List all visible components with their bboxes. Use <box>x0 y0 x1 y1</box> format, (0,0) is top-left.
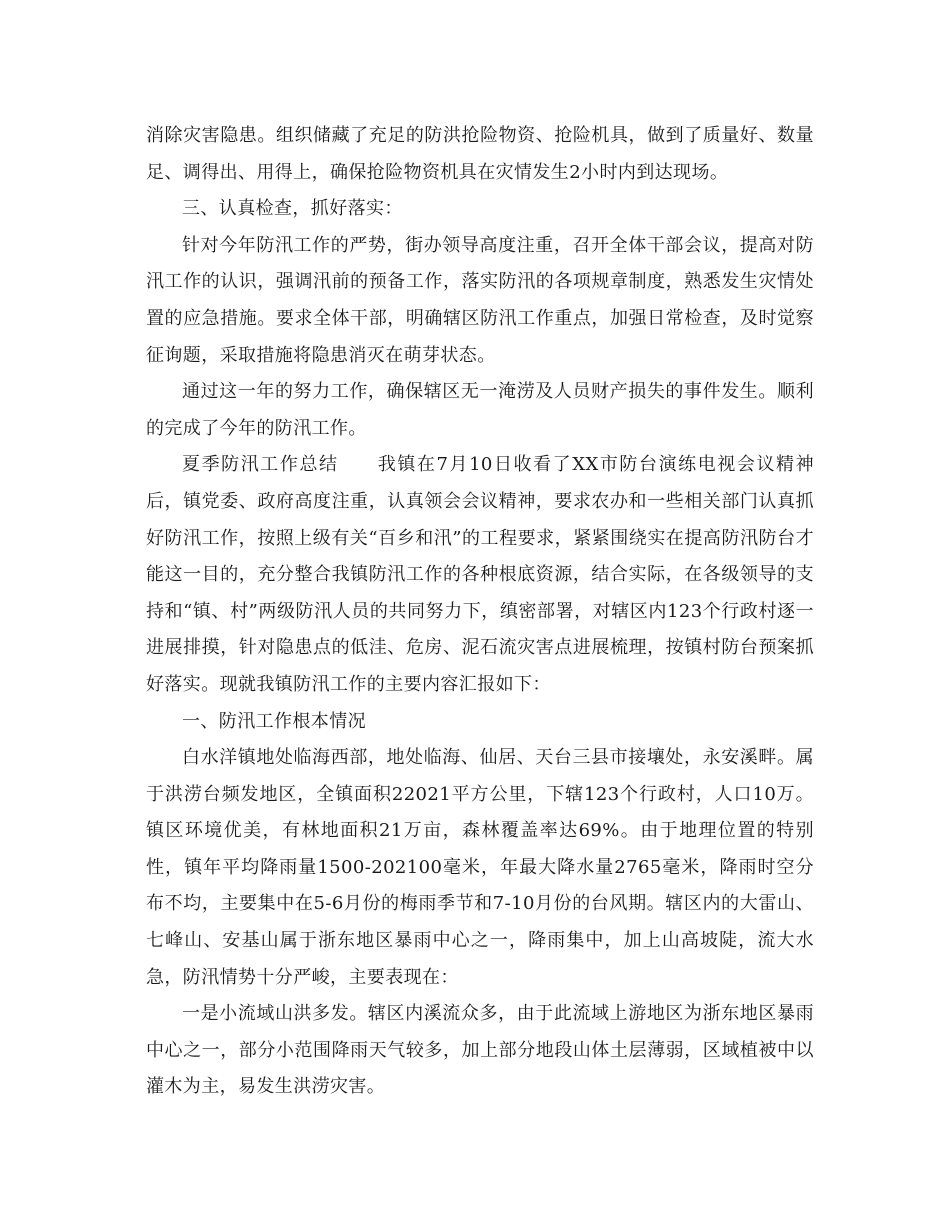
paragraph-4: 通过这一年的努力工作，确保辖区无一淹涝及人员财产损失的事件发生。顺利的完成了今年的防汛工作。 <box>146 381 814 439</box>
paragraph-3: 针对今年防汛工作的严势，街办领导高度注重，召开全体干部会议，提高对防汛工作的认识，强调汛前的预备工作，落实防汛的各项规章制度，熟悉发生灾情处置的应急措施。要求全体干部，明确辖区防汛工作重点，加强日常检查，及时觉察征询题，采取措施将隐患消灭在萌芽状态。 <box>146 234 814 366</box>
paragraph-1: 消除灾害隐患。组织储藏了充足的防洪抢险物资、抢险机具，做到了质量好、数量足、调得出、用得上，确保抢险物资机具在灾情发生2小时内到达现场。 <box>146 125 814 183</box>
paragraph-7: 白水洋镇地处临海西部，地处临海、仙居、天台三县市接壤处，永安溪畔。属于洪涝台频发地区，全镇面积22021平方公里，下辖123个行政村，人口10万。镇区环境优美，有林地面积21万亩，森林覆盖率达69%。由于地理位置的特别性，镇年平均降雨量1500-202100毫米，年最大降水量2765毫米，降雨时空分布不均，主要集中在5-6月份的梅雨季节和7-10月份的台风期。辖区内的大雷山、七峰山、安基山属于浙东地区暴雨中心之一，降雨集中，加上山高坡陡，流大水急，防汛情势十分严峻，主要表现在： <box>146 747 814 988</box>
paragraph-2: 三、认真检查，抓好落实： <box>182 198 403 220</box>
paragraph-6: 一、防汛工作根本情况 <box>182 710 366 732</box>
paragraph-5: 夏季防汛工作总结 我镇在7月10日收看了XX市防台演练电视会议精神后，镇党委、政府高度注重，认真领会会议精神，要求农办和一些相关部门认真抓好防汛工作，按照上级有关“百乡和汛”的工程要求，紧紧围绕实在提高防汛防台才能这一目的，充分整合我镇防汛工作的各种根底资源，结合实际，在各级领导的支持和“镇、村”两级防汛人员的共同努力下，缜密部署，对辖区内123个行政村逐一进展排摸，针对隐患点的低洼、危房、泥石流灾害点进展梳理，按镇村防台预案抓好落实。现就我镇防汛工作的主要内容汇报如下： <box>146 454 814 695</box>
paragraph-8: 一是小流域山洪多发。辖区内溪流众多，由于此流域上游地区为浙东地区暴雨中心之一，部分小范围降雨天气较多，加上部分地段山体土层薄弱，区域植被中以灌木为主，易发生洪涝灾害。 <box>146 1003 814 1098</box>
document-body <box>146 118 814 1106</box>
